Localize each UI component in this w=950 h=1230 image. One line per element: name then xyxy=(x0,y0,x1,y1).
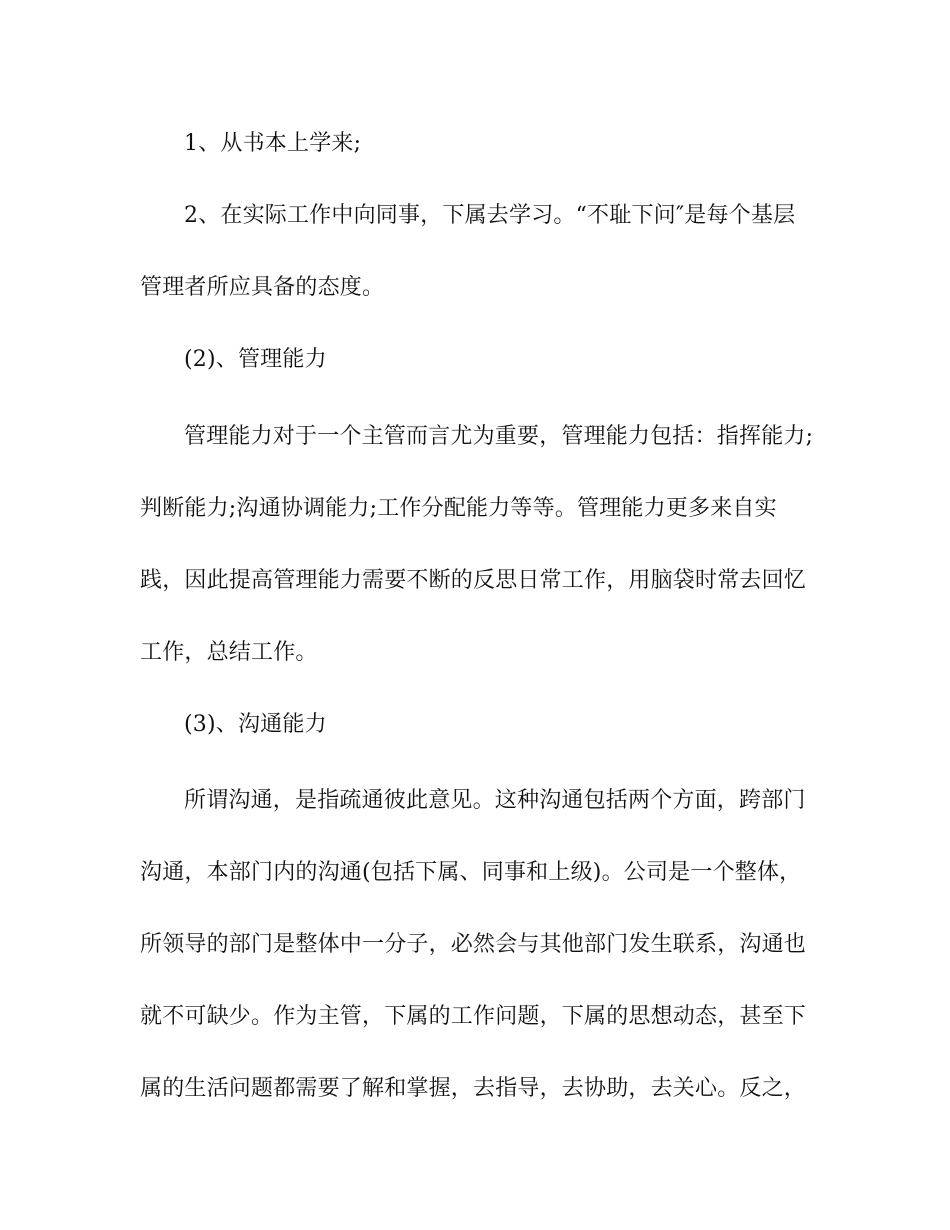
paragraph-communication-line-3: 所领导的部门是整体中一分子，必然会与其他部门发生联系，沟通也 xyxy=(140,932,807,957)
list-item-2-continued: 管理者所应具备的态度。 xyxy=(140,275,385,300)
paragraph-communication-line-5: 属的生活问题都需要了解和掌握，去指导，去协助，去关心。反之， xyxy=(140,1076,807,1101)
paragraph-management-line-4: 工作，总结工作。 xyxy=(140,640,318,665)
paragraph-communication-line-1: 所谓沟通，是指疏通彼此意见。这种沟通包括两个方面，跨部门 xyxy=(184,788,806,813)
paragraph-management-line-1: 管理能力对于一个主管而言尤为重要，管理能力包括：指挥能力; xyxy=(184,424,814,449)
paragraph-communication-line-4: 就不可缺少。作为主管，下属的工作问题，下属的思想动态，甚至下 xyxy=(140,1004,807,1029)
paragraph-communication-line-2: 沟通，本部门内的沟通(包括下属、同事和上级)。公司是一个整体， xyxy=(140,860,802,885)
paragraph-management-line-2: 判断能力;沟通协调能力;工作分配能力等等。管理能力更多来自实 xyxy=(140,496,777,521)
paragraph-management-line-3: 践，因此提高管理能力需要不断的反思日常工作，用脑袋时常去回忆 xyxy=(140,568,807,593)
section-heading-communication: (3)、沟通能力 xyxy=(184,712,327,737)
list-item-2: 2、在实际工作中向同事，下属去学习。“不耻下问″是每个基层 xyxy=(184,203,796,228)
list-item-1: 1、从书本上学来; xyxy=(184,131,362,156)
section-heading-management: (2)、管理能力 xyxy=(184,347,327,372)
